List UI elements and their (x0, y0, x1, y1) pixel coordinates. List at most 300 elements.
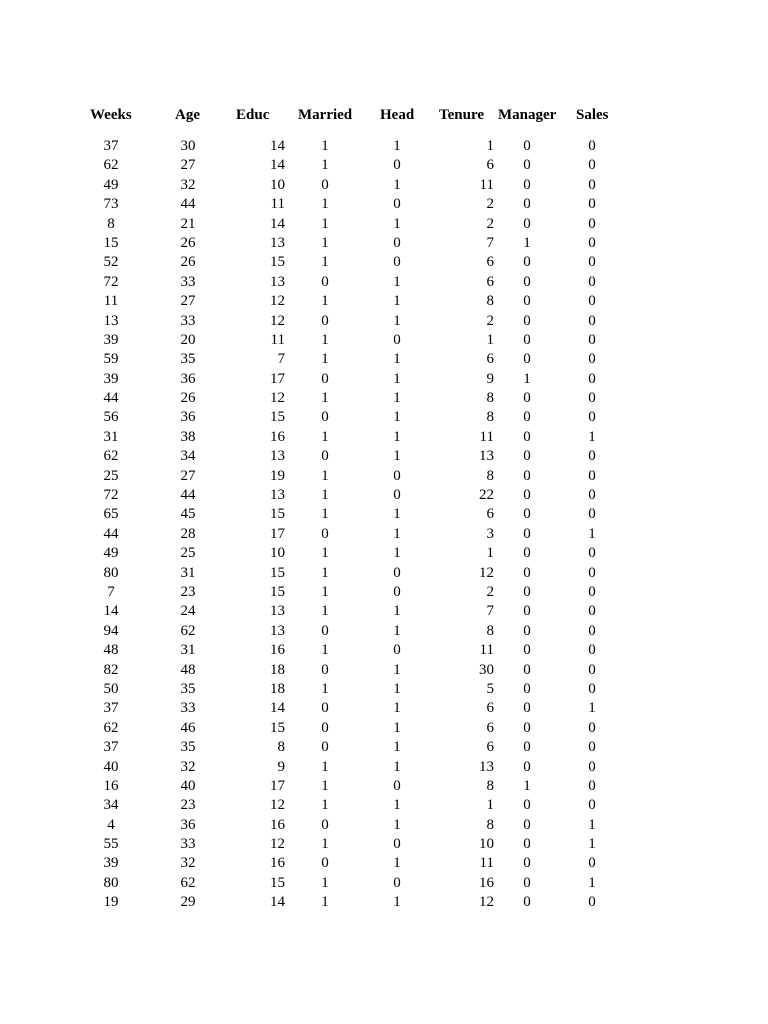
cell-weeks: 56 (103, 409, 119, 426)
cell-sales: 0 (588, 758, 596, 775)
cell-weeks: 37 (103, 138, 119, 154)
cell-head: 1 (393, 370, 401, 387)
cell-age: 27 (180, 467, 196, 484)
table-row (0, 292, 768, 311)
cell-tenure: 6 (486, 719, 494, 736)
cell-educ: 10 (270, 176, 285, 193)
cell-age: 33 (180, 312, 196, 329)
table-row (0, 525, 768, 544)
cell-weeks: 31 (103, 428, 119, 445)
cell-age: 36 (180, 409, 196, 426)
cell-sales: 0 (588, 680, 596, 697)
cell-manager: 0 (523, 176, 531, 193)
cell-sales: 0 (588, 855, 596, 872)
cell-weeks: 40 (103, 758, 119, 775)
header-sales: Sales (576, 107, 609, 123)
cell-head: 1 (393, 894, 401, 911)
cell-age: 27 (180, 157, 196, 174)
table-body (0, 137, 768, 913)
cell-tenure: 22 (479, 487, 494, 504)
cell-weeks: 39 (103, 370, 119, 387)
cell-weeks: 59 (103, 351, 119, 368)
cell-manager: 0 (523, 293, 531, 310)
cell-manager: 0 (523, 603, 531, 620)
cell-married: 0 (321, 370, 329, 387)
cell-manager: 1 (523, 234, 531, 251)
cell-tenure: 12 (479, 564, 494, 581)
cell-married: 0 (321, 661, 329, 678)
cell-married: 1 (321, 680, 329, 697)
cell-weeks: 80 (103, 874, 119, 891)
header-tenure: Tenure (439, 107, 485, 123)
table-row (0, 176, 768, 195)
cell-educ: 8 (277, 739, 285, 756)
cell-manager: 0 (523, 254, 531, 271)
cell-educ: 18 (270, 680, 285, 697)
cell-sales: 0 (588, 467, 596, 484)
table-row (0, 564, 768, 583)
cell-educ: 15 (270, 506, 285, 523)
cell-tenure: 5 (486, 680, 494, 697)
cell-head: 1 (393, 525, 401, 542)
cell-sales: 0 (588, 506, 596, 523)
cell-tenure: 1 (486, 138, 494, 154)
cell-married: 1 (321, 545, 329, 562)
table-row (0, 854, 768, 873)
cell-married: 1 (321, 506, 329, 523)
cell-manager: 0 (523, 622, 531, 639)
cell-educ: 11 (270, 196, 285, 213)
table-row (0, 796, 768, 815)
cell-sales: 0 (588, 642, 596, 659)
cell-tenure: 6 (486, 506, 494, 523)
cell-weeks: 55 (103, 836, 119, 853)
cell-weeks: 25 (103, 467, 119, 484)
cell-married: 1 (321, 467, 329, 484)
cell-age: 26 (180, 234, 196, 251)
cell-sales: 0 (588, 894, 596, 911)
table-row (0, 137, 768, 156)
table-row (0, 253, 768, 272)
table-header (0, 105, 768, 125)
cell-married: 1 (321, 157, 329, 174)
cell-manager: 0 (523, 583, 531, 600)
cell-manager: 0 (523, 700, 531, 717)
cell-tenure: 8 (486, 816, 494, 833)
cell-weeks: 48 (103, 642, 119, 659)
cell-educ: 17 (270, 370, 285, 387)
cell-tenure: 12 (479, 894, 494, 911)
cell-head: 1 (393, 603, 401, 620)
cell-married: 0 (321, 739, 329, 756)
cell-head: 1 (393, 855, 401, 872)
cell-educ: 12 (270, 390, 285, 407)
cell-manager: 0 (523, 467, 531, 484)
cell-married: 0 (321, 312, 329, 329)
cell-educ: 7 (277, 351, 285, 368)
cell-married: 1 (321, 254, 329, 271)
cell-manager: 0 (523, 855, 531, 872)
cell-tenure: 6 (486, 739, 494, 756)
cell-manager: 0 (523, 739, 531, 756)
cell-age: 30 (180, 138, 196, 154)
cell-manager: 0 (523, 273, 531, 290)
cell-educ: 17 (270, 525, 285, 542)
cell-educ: 15 (270, 409, 285, 426)
cell-head: 1 (393, 719, 401, 736)
cell-manager: 0 (523, 894, 531, 911)
header-married: Married (298, 107, 353, 123)
cell-tenure: 7 (486, 234, 494, 251)
cell-age: 33 (180, 273, 196, 290)
table-row (0, 680, 768, 699)
cell-married: 1 (321, 894, 329, 911)
cell-sales: 0 (588, 138, 596, 154)
cell-married: 1 (321, 564, 329, 581)
cell-weeks: 62 (103, 448, 119, 465)
cell-sales: 0 (588, 215, 596, 232)
cell-married: 1 (321, 331, 329, 348)
cell-educ: 15 (270, 564, 285, 581)
cell-manager: 0 (523, 661, 531, 678)
cell-age: 36 (180, 370, 196, 387)
cell-tenure: 9 (486, 370, 494, 387)
cell-manager: 0 (523, 390, 531, 407)
cell-tenure: 6 (486, 254, 494, 271)
cell-age: 35 (180, 739, 196, 756)
cell-tenure: 30 (479, 661, 494, 678)
table-row (0, 428, 768, 447)
table-row (0, 758, 768, 777)
cell-sales: 0 (588, 622, 596, 639)
cell-age: 32 (180, 758, 196, 775)
cell-weeks: 37 (103, 700, 119, 717)
table-row (0, 156, 768, 175)
cell-age: 26 (180, 390, 196, 407)
table-row (0, 505, 768, 524)
table-row (0, 893, 768, 912)
cell-educ: 12 (270, 797, 285, 814)
cell-tenure: 8 (486, 293, 494, 310)
cell-head: 1 (393, 680, 401, 697)
cell-weeks: 44 (103, 525, 119, 542)
cell-married: 0 (321, 273, 329, 290)
cell-weeks: 16 (103, 777, 119, 794)
cell-weeks: 39 (103, 855, 119, 872)
cell-manager: 0 (523, 525, 531, 542)
cell-married: 1 (321, 196, 329, 213)
cell-educ: 15 (270, 583, 285, 600)
cell-educ: 15 (270, 254, 285, 271)
cell-manager: 0 (523, 545, 531, 562)
cell-manager: 0 (523, 680, 531, 697)
cell-age: 23 (180, 797, 196, 814)
table-row (0, 622, 768, 641)
cell-age: 40 (180, 777, 196, 794)
table-row (0, 447, 768, 466)
cell-manager: 1 (523, 777, 531, 794)
cell-tenure: 2 (486, 196, 494, 213)
table-row (0, 234, 768, 253)
cell-weeks: 50 (103, 680, 119, 697)
cell-manager: 0 (523, 138, 531, 154)
cell-age: 62 (180, 622, 196, 639)
cell-head: 1 (393, 138, 401, 154)
cell-manager: 0 (523, 564, 531, 581)
cell-sales: 1 (588, 874, 596, 891)
cell-manager: 0 (523, 157, 531, 174)
cell-tenure: 8 (486, 467, 494, 484)
cell-tenure: 2 (486, 583, 494, 600)
cell-sales: 0 (588, 487, 596, 504)
cell-age: 26 (180, 254, 196, 271)
cell-married: 0 (321, 700, 329, 717)
cell-tenure: 7 (486, 603, 494, 620)
header-age: Age (175, 107, 200, 123)
cell-educ: 15 (270, 719, 285, 736)
cell-tenure: 13 (479, 758, 494, 775)
cell-manager: 0 (523, 506, 531, 523)
cell-head: 1 (393, 448, 401, 465)
cell-married: 1 (321, 836, 329, 853)
cell-educ: 18 (270, 661, 285, 678)
cell-married: 1 (321, 215, 329, 232)
cell-married: 1 (321, 138, 329, 154)
cell-head: 1 (393, 816, 401, 833)
cell-tenure: 6 (486, 157, 494, 174)
cell-sales: 0 (588, 739, 596, 756)
cell-sales: 1 (588, 836, 596, 853)
cell-educ: 12 (270, 836, 285, 853)
cell-manager: 0 (523, 836, 531, 853)
cell-tenure: 13 (479, 448, 494, 465)
cell-weeks: 44 (103, 390, 119, 407)
table-row (0, 312, 768, 331)
cell-age: 21 (180, 215, 196, 232)
table-row (0, 215, 768, 234)
cell-manager: 0 (523, 874, 531, 891)
cell-weeks: 13 (103, 312, 119, 329)
cell-educ: 16 (270, 855, 285, 872)
table-row (0, 835, 768, 854)
cell-weeks: 19 (103, 894, 119, 911)
cell-educ: 16 (270, 816, 285, 833)
cell-weeks: 4 (107, 816, 115, 833)
cell-manager: 0 (523, 215, 531, 232)
cell-educ: 11 (270, 331, 285, 348)
cell-weeks: 11 (103, 293, 119, 310)
cell-age: 31 (180, 642, 196, 659)
cell-head: 1 (393, 409, 401, 426)
cell-age: 29 (180, 894, 196, 911)
cell-age: 62 (180, 874, 196, 891)
table-row (0, 719, 768, 738)
cell-married: 0 (321, 622, 329, 639)
cell-educ: 14 (270, 215, 285, 232)
cell-head: 1 (393, 700, 401, 717)
cell-manager: 0 (523, 487, 531, 504)
cell-educ: 12 (270, 312, 285, 329)
table-row (0, 738, 768, 757)
cell-age: 31 (180, 564, 196, 581)
table-row (0, 195, 768, 214)
cell-married: 1 (321, 797, 329, 814)
cell-weeks: 49 (103, 545, 119, 562)
cell-head: 1 (393, 797, 401, 814)
cell-weeks: 8 (107, 215, 115, 232)
cell-manager: 0 (523, 351, 531, 368)
cell-head: 0 (393, 157, 401, 174)
cell-manager: 0 (523, 409, 531, 426)
table-row (0, 370, 768, 389)
table-row (0, 602, 768, 621)
cell-weeks: 65 (103, 506, 119, 523)
cell-sales: 0 (588, 661, 596, 678)
cell-age: 44 (180, 487, 196, 504)
cell-sales: 0 (588, 777, 596, 794)
cell-educ: 17 (270, 777, 285, 794)
cell-tenure: 8 (486, 622, 494, 639)
cell-age: 32 (180, 855, 196, 872)
cell-educ: 13 (270, 448, 285, 465)
cell-sales: 0 (588, 564, 596, 581)
cell-tenure: 10 (479, 836, 494, 853)
cell-sales: 0 (588, 583, 596, 600)
cell-manager: 0 (523, 816, 531, 833)
cell-sales: 0 (588, 176, 596, 193)
cell-head: 1 (393, 545, 401, 562)
cell-tenure: 8 (486, 777, 494, 794)
cell-sales: 0 (588, 312, 596, 329)
cell-weeks: 39 (103, 331, 119, 348)
cell-manager: 0 (523, 196, 531, 213)
cell-head: 1 (393, 351, 401, 368)
cell-sales: 0 (588, 370, 596, 387)
cell-sales: 0 (588, 409, 596, 426)
table-row (0, 699, 768, 718)
cell-head: 0 (393, 583, 401, 600)
table-row (0, 777, 768, 796)
cell-manager: 0 (523, 312, 531, 329)
cell-weeks: 7 (107, 583, 115, 600)
cell-sales: 1 (588, 816, 596, 833)
cell-educ: 10 (270, 545, 285, 562)
cell-manager: 0 (523, 719, 531, 736)
cell-age: 35 (180, 351, 196, 368)
cell-head: 1 (393, 312, 401, 329)
cell-educ: 16 (270, 642, 285, 659)
cell-head: 1 (393, 758, 401, 775)
cell-married: 0 (321, 525, 329, 542)
cell-manager: 0 (523, 642, 531, 659)
cell-head: 0 (393, 777, 401, 794)
cell-age: 46 (180, 719, 196, 736)
table-row (0, 350, 768, 369)
cell-sales: 1 (588, 700, 596, 717)
cell-manager: 0 (523, 448, 531, 465)
cell-educ: 14 (270, 138, 285, 154)
cell-married: 0 (321, 176, 329, 193)
cell-weeks: 62 (103, 719, 119, 736)
cell-tenure: 2 (486, 312, 494, 329)
table-row (0, 661, 768, 680)
cell-weeks: 37 (103, 739, 119, 756)
cell-head: 0 (393, 467, 401, 484)
cell-head: 1 (393, 506, 401, 523)
cell-educ: 14 (270, 894, 285, 911)
cell-weeks: 72 (103, 487, 119, 504)
cell-educ: 19 (270, 467, 285, 484)
cell-age: 44 (180, 196, 196, 213)
cell-head: 1 (393, 215, 401, 232)
header-weeks: Weeks (90, 107, 132, 123)
cell-manager: 0 (523, 331, 531, 348)
cell-age: 25 (180, 545, 196, 562)
cell-married: 0 (321, 409, 329, 426)
table-row (0, 544, 768, 563)
cell-head: 1 (393, 293, 401, 310)
cell-tenure: 1 (486, 797, 494, 814)
cell-head: 0 (393, 196, 401, 213)
cell-married: 1 (321, 583, 329, 600)
cell-age: 35 (180, 680, 196, 697)
table-row (0, 641, 768, 660)
table-row (0, 874, 768, 893)
table-row (0, 273, 768, 292)
cell-married: 1 (321, 777, 329, 794)
cell-educ: 15 (270, 874, 285, 891)
cell-sales: 1 (588, 428, 596, 445)
cell-head: 1 (393, 176, 401, 193)
cell-age: 34 (180, 448, 196, 465)
cell-head: 0 (393, 234, 401, 251)
table-row (0, 408, 768, 427)
cell-weeks: 14 (103, 603, 119, 620)
cell-married: 1 (321, 874, 329, 891)
cell-educ: 13 (270, 622, 285, 639)
cell-sales: 0 (588, 351, 596, 368)
cell-manager: 0 (523, 797, 531, 814)
cell-educ: 13 (270, 487, 285, 504)
cell-married: 1 (321, 758, 329, 775)
cell-sales: 0 (588, 254, 596, 271)
cell-weeks: 15 (103, 234, 119, 251)
cell-tenure: 11 (479, 176, 494, 193)
cell-tenure: 1 (486, 331, 494, 348)
cell-tenure: 11 (479, 642, 494, 659)
cell-age: 32 (180, 176, 196, 193)
cell-married: 0 (321, 719, 329, 736)
cell-head: 0 (393, 874, 401, 891)
cell-sales: 1 (588, 525, 596, 542)
cell-married: 1 (321, 642, 329, 659)
cell-educ: 16 (270, 428, 285, 445)
cell-manager: 1 (523, 370, 531, 387)
cell-tenure: 1 (486, 545, 494, 562)
cell-educ: 14 (270, 157, 285, 174)
table-row (0, 486, 768, 505)
cell-head: 1 (393, 622, 401, 639)
cell-weeks: 94 (103, 622, 119, 639)
cell-sales: 0 (588, 545, 596, 562)
cell-tenure: 6 (486, 351, 494, 368)
cell-weeks: 73 (103, 196, 119, 213)
table-row (0, 389, 768, 408)
cell-age: 28 (180, 525, 196, 542)
cell-age: 24 (180, 603, 196, 620)
table-row (0, 583, 768, 602)
cell-tenure: 8 (486, 409, 494, 426)
